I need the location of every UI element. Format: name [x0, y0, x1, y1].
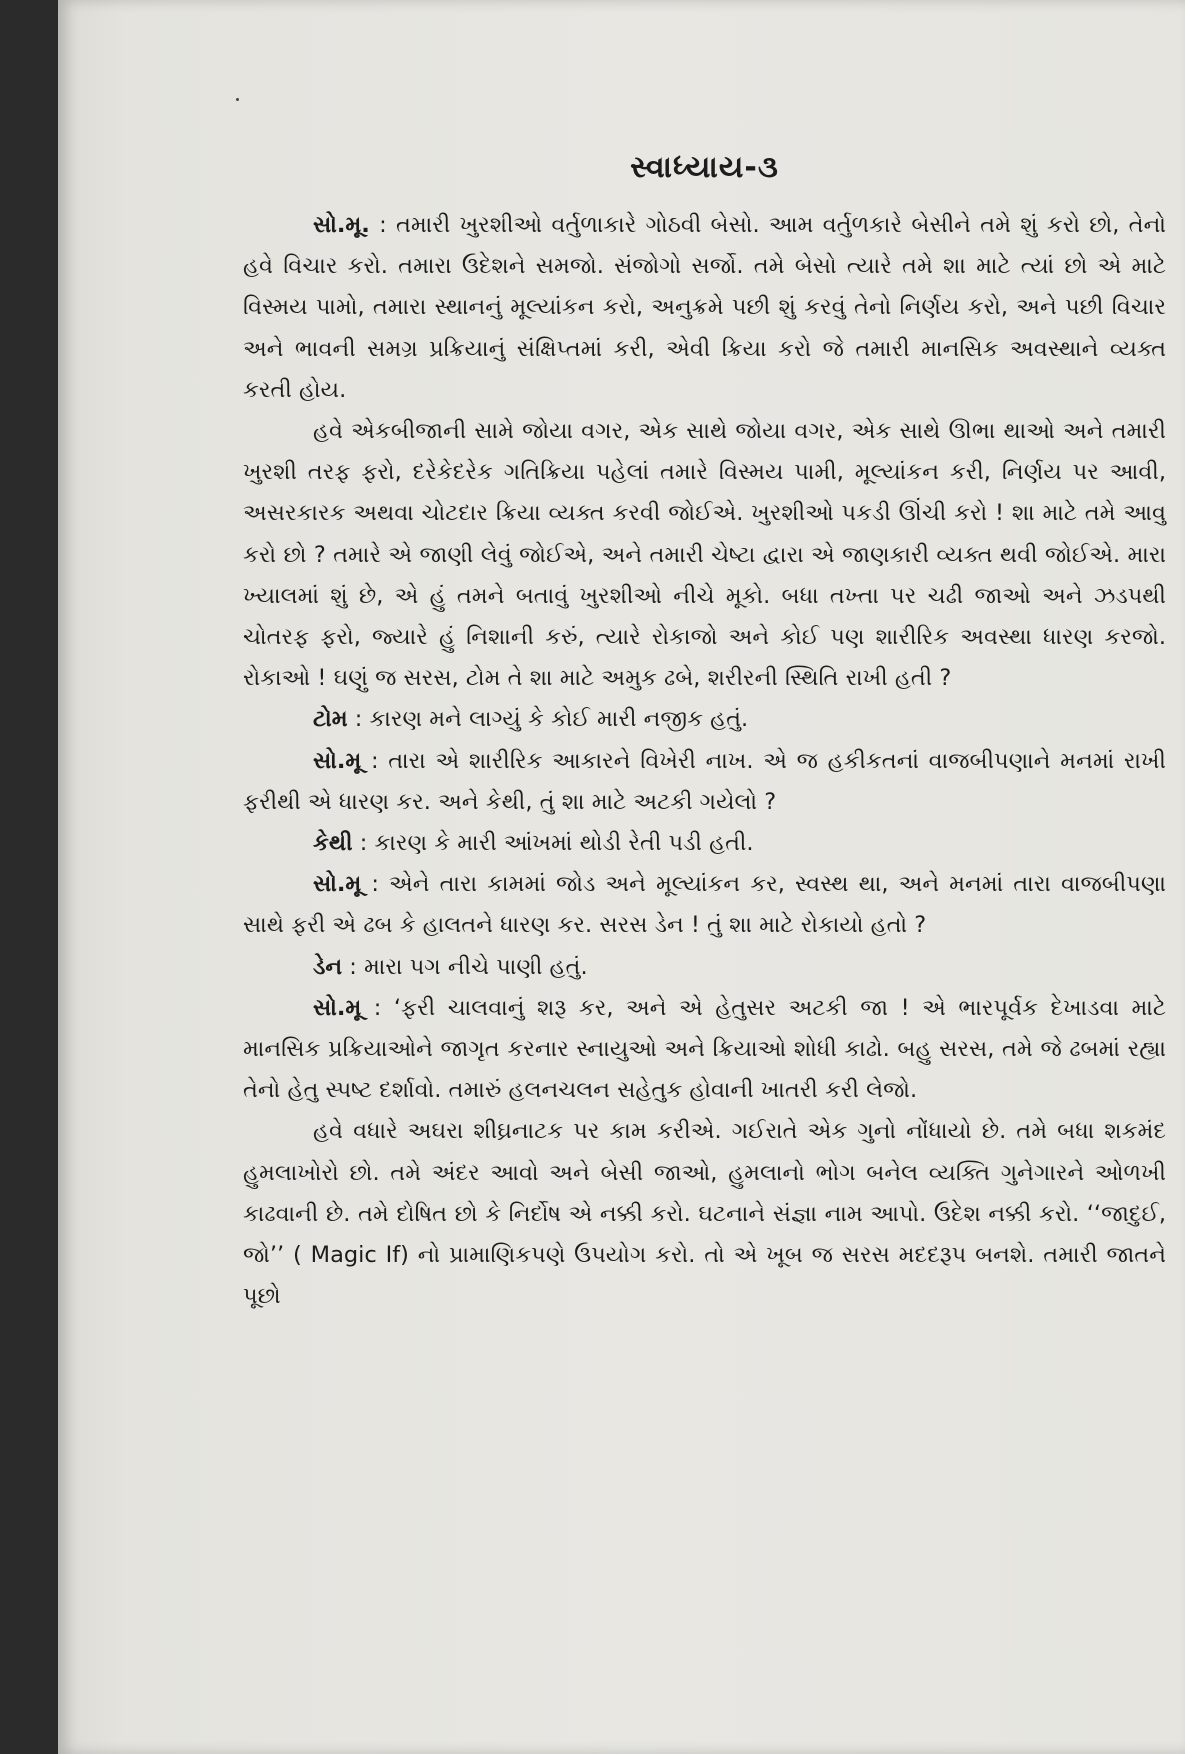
book-page [58, 0, 1185, 1754]
speaker-label: સો.મૂ. [313, 212, 370, 238]
page-mark [236, 98, 239, 101]
paragraph [243, 947, 1166, 988]
paragraph-text: : ‘ફરી ચાલવાનું શરૂ કર, અને એ હેતુસર અટકી જા ! એ ભારપૂર્વક દેખાડવા માટે માનસિક પ્રક્રિયાઓને જાગૃત કરનાર સ્નાયુઓ અને ક્રિયાઓ શોધી કાઢો. બહુ સરસ, તમે જે ઢબમાં રહ્યા તેનો હેતુ સ્પષ્ટ દર્શાવો. તમારું હલનચલન સહેતુક હોવાની ખાતરી કરી લેજો. [243, 994, 1166, 1104]
page-content [243, 150, 1166, 1317]
speaker-label: કેથી [313, 830, 353, 857]
paragraph [243, 864, 1166, 946]
paragraph [243, 823, 1166, 864]
paragraph-text: : મારા પગ નીચે પાણી હતું. [342, 953, 588, 980]
paragraph-text: હવે એકબીજાની સામે જોયા વગર, એક સાથે જોયા વગર, એક સાથે ઊભા થાઓ અને તમારી ખુરશી તરફ ફરો, દરેકેદરેક ગતિક્રિયા પહેલાં તમારે વિસ્મય પામી, મૂલ્યાંકન કરી, નિર્ણય પર આવી, અસરકારક અથવા ચોટદાર ક્રિયા વ્યક્ત કરવી જોઈએ. ખુરશીઓ પકડી ઊંચી કરો ! શા માટે તમે આવુ કરો છો ? તમારે એ જાણી લેવું જોઈએ, અને તમારી ચેષ્ટા દ્વારા એ જાણકારી વ્યક્ત થવી જોઈએ. મારા ખ્યાલમાં શું છે, એ હું તમને બતાવું ખુરશીઓ નીચે મૂકો. બધા તખ્તા પર ચઢી જાઓ અને ઝડપથી ચોતરફ ફરો, જ્યારે હું નિશાની કરું, ત્યારે રોકાજો અને કોઈ પણ શારીરિક અવસ્થા ધારણ કરજો. રોકાઓ ! ઘણું જ સરસ, ટોમ તે શા માટે અમુક ઢબે, શરીરની સ્થિતિ રાખી હતી ? [243, 418, 1166, 692]
paragraph-text: : કારણ મને લાગ્યું કે કોઈ મારી નજીક હતું. [347, 706, 749, 733]
paragraph-text: : એને તારા કામમાં જોડ અને મૂલ્યાંકન કર, સ્વસ્થ થા, અને મનમાં તારા વાજબીપણા સાથે ફરી એ ઢબ કે હાલતને ધારણ કર. સરસ ડેન ! તું શા માટે રોકાયો હતો ? [243, 871, 1166, 939]
speaker-label: સો.મૂ [313, 994, 362, 1021]
paragraph [243, 741, 1166, 823]
paragraph-text: : તારા એ શારીરિક આકારને વિખેરી નાખ. એ જ હકીકતનાં વાજબીપણાને મનમાં રાખી ફરીથી એ ધારણ કર. અને કેથી, તું શા માટે અટકી ગયેલો ? [243, 747, 1166, 815]
paragraph [243, 988, 1166, 1112]
paragraph [243, 411, 1166, 699]
paragraph-text: હવે વધારે અઘરા શીઘ્રનાટક પર કામ કરીએ. ગઈરાતે એક ગુનો નોંધાયો છે. તમે બધા શકમંદ હુમલાખોરો છો. તમે અંદર આવો અને બેસી જાઓ, હુમલાનો ભોગ બનેલ વ્યક્તિ ગુનેગારને ઓળખી કાઢવાની છે. તમે દોષિત છો કે નિર્દોષ એ નક્કી કરો. ઘટનાને સંજ્ઞા નામ આપો. ઉદેશ નક્કી કરો. ‘‘જાદુઈ, જો’’ ( Magic If) નો પ્રામાણિકપણે ઉપયોગ કરો. તો એ ખૂબ જ સરસ મદદરૂપ બનશે. તમારી જાતને પૂછો [243, 1118, 1166, 1310]
speaker-label: ડેન [313, 953, 343, 980]
paragraph [243, 1111, 1166, 1317]
speaker-label: ટોમ [313, 706, 348, 733]
paragraph-text: : તમારી ખુરશીઓ વર્તુળાકારે ગોઠવી બેસો. આમ વર્તુળકારે બેસીને તમે શું કરો છો, તેનો હવે વિચાર કરો. તમારા ઉદેશને સમજો. સંજોગો સર્જો. તમે બેસો ત્યારે તમે શા માટે ત્યાં છો એ માટે વિસ્મય પામો, તમારા સ્થાનનું મૂલ્યાંકન કરો, અનુક્રમે પછી શું કરવું તેનો નિર્ણય કરો, અને પછી વિચાર અને ભાવની સમગ્ર પ્રક્રિયાનું સંક્ષિપ્તમાં કરી, એવી ક્રિયા કરો જે તમારી માનસિક અવસ્થાને વ્યક્ત કરતી હોય. [243, 212, 1166, 403]
speaker-label: સો.મૂ [313, 747, 362, 774]
paragraph [243, 699, 1166, 740]
page-title: સ્વાધ્યાય-૩ [630, 150, 779, 185]
paragraph-text: : કારણ કે મારી આંખમાં થોડી રેતી પડી હતી. [352, 830, 754, 857]
speaker-label: સો.મૂ [313, 871, 362, 898]
paragraph [243, 205, 1166, 411]
